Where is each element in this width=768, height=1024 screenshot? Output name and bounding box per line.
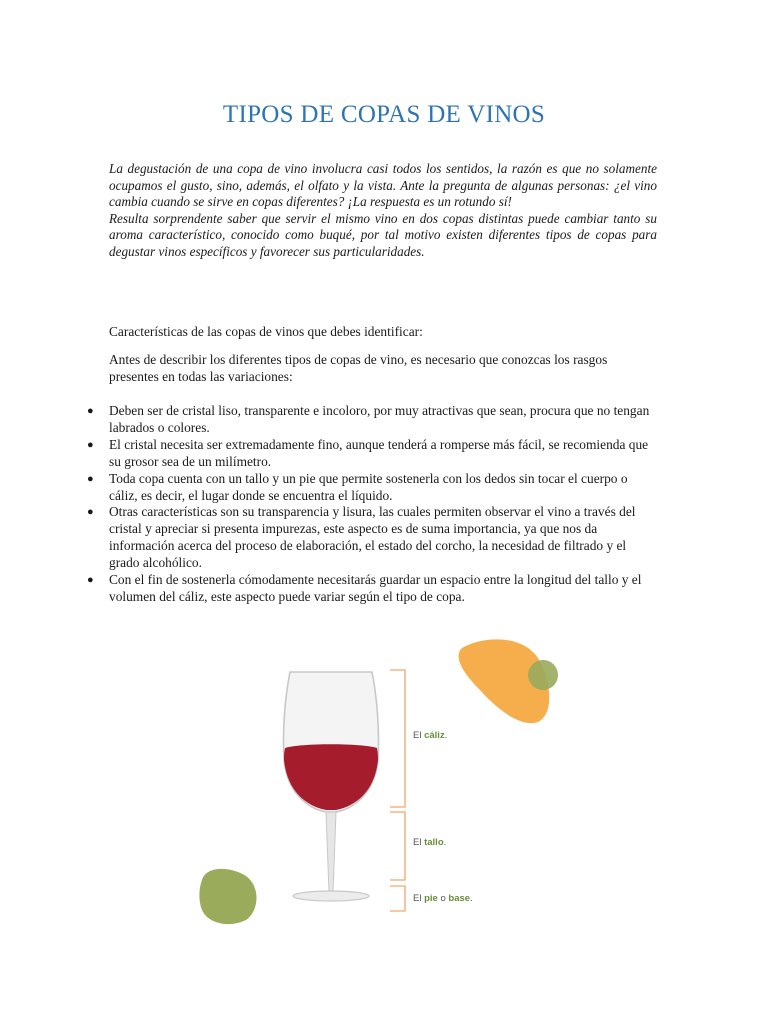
green-blob-shape — [199, 869, 256, 924]
list-item — [87, 572, 659, 606]
list-item-text: Deben ser de cristal liso, transparente e incoloro, por muy atractivas que sean, procura que no tengan labrados o colores. — [109, 403, 650, 435]
wine-fill — [284, 744, 378, 810]
list-item — [87, 504, 659, 572]
intro-paragraph-2: Resulta sorprendente saber que servir el mismo vino en dos copas distintas puede cambiar tanto su aroma característico, conocido como buqué, por tal motivo existen diferentes tipos de copas para degustar vinos específicos y favorecer sus particularidades. — [109, 210, 657, 259]
list-item-text: Toda copa cuenta con un tallo y un pie que permite sostenerla con los dedos sin tocar el cuerpo o cáliz, es decir, el lugar donde se encuentra el líquido. — [109, 470, 628, 503]
caliz-bracket — [390, 670, 405, 807]
wine-glass-figure — [190, 630, 570, 930]
tallo-bracket — [390, 812, 405, 880]
wine-glass-illustration — [190, 630, 570, 930]
intro-block — [109, 161, 657, 260]
tallo-label: El tallo. — [413, 837, 447, 848]
characteristics-list — [87, 403, 659, 606]
caliz-label: El cáliz. — [413, 730, 448, 741]
glass-foot — [293, 891, 369, 901]
pie-label: El pie o base. — [413, 893, 473, 904]
bullet-icon: ● — [87, 472, 94, 485]
bullet-icon: ● — [87, 506, 94, 519]
bullet-icon: ● — [87, 438, 94, 451]
bullet-icon: ● — [87, 405, 94, 417]
lead-paragraph: Antes de describir los diferentes tipos de copas de vino, es necesario que conozcas los rasgos presentes en todas las variaciones: — [109, 352, 608, 384]
section-heading: Características de las copas de vinos que debes identificar: — [109, 324, 423, 339]
green-dot-shape — [528, 660, 558, 690]
intro-paragraph-1: La degustación de una copa de vino involucra casi todos los sentidos, la razón es que no solamente ocupamos el gusto, sino, además, el olfato y la vista. Ante la pregunta de algunas personas: ¿el vino cambia cuando se sirve en copas diferentes? ¡La respuesta es un rotundo sí! — [109, 161, 657, 209]
glass-stem — [326, 812, 336, 892]
list-item-text: Otras características son su transparencia y lisura, las cuales permiten observar el vino a través del cristal y apreciar si presenta impurezas, este aspecto es de suma importancia, ya que nos da información acerca del proceso de elaboración, el estado del corcho, la necesidad de filtrado y el grado alcohólico. — [109, 504, 636, 571]
list-item-text: Con el fin de sostenerla cómodamente necesitarás guardar un espacio entre la longitud del tallo y el volumen del cáliz, este aspecto puede variar según el tipo de copa. — [109, 572, 642, 604]
list-item — [87, 403, 659, 437]
list-item — [87, 470, 659, 505]
bullet-icon: ● — [87, 574, 94, 587]
list-item — [87, 436, 659, 471]
page-title: TIPOS DE COPAS DE VINOS — [222, 101, 546, 128]
list-item-text: El cristal necesita ser extremadamente fino, aunque tenderá a romperse más fácil, se recomienda que su grosor sea de un milímetro. — [109, 436, 649, 469]
pie-bracket — [390, 886, 405, 911]
